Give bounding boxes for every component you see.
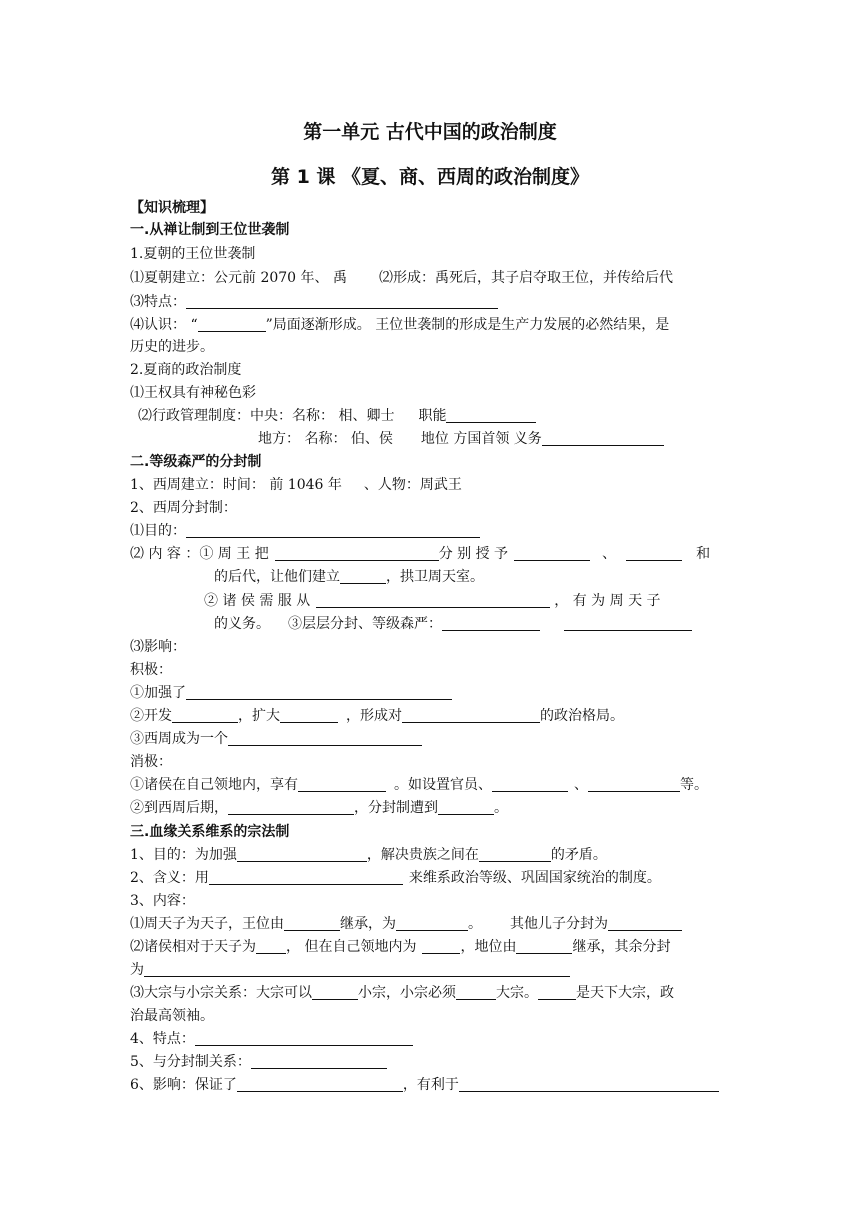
s3-l4d: 其他儿子分封为 <box>510 916 608 932</box>
s1-sub2: 2.夏商的政治制度 <box>130 362 242 378</box>
blank-meaning[interactable] <box>209 869 403 885</box>
s2-n1c: 、 <box>574 777 588 793</box>
blank-beneficial[interactable] <box>459 1076 719 1092</box>
s2-l4a: ⑵ 内 容 ：① 周 王 把 <box>130 546 269 562</box>
s1-l4: ⑴王权具有神秘色彩 <box>130 385 256 401</box>
s2-l6a: ② 诸 侯 需 服 从 <box>204 593 311 609</box>
s1-sub1: 1.夏朝的王位世袭制 <box>130 246 256 262</box>
s3-l7c: 大宗。 <box>496 985 538 1001</box>
blank-obey[interactable] <box>316 592 550 608</box>
section-tag: 【知识梳理】 <box>130 200 214 216</box>
s2-n1d: 等。 <box>680 777 708 793</box>
s1-l3b: ”局面逐渐形成。 王位世袭制的形成是生产力发展的必然结果，是 <box>265 317 670 333</box>
s1-line-5 <box>138 406 536 426</box>
s2-line-4 <box>130 544 710 564</box>
blank-establish[interactable] <box>340 568 386 584</box>
lesson-title: 第 1 课 《夏、商、西周的政治制度》 <box>270 166 590 188</box>
blank-hierarchy-2[interactable] <box>564 615 692 631</box>
s2-l3: ⑴目的： <box>130 523 186 539</box>
s3-line-4 <box>130 914 682 934</box>
s2-l1b: 、人物：周武王 <box>363 477 462 493</box>
section-3-heading: 三.血缘关系维系的宗法制 <box>130 824 290 840</box>
s2-line-n1 <box>130 775 708 795</box>
s3-l6a: 为 <box>130 962 144 978</box>
s2-line-p1 <box>130 683 452 703</box>
blank-hierarchy-1[interactable] <box>442 615 540 631</box>
s2-n2a: ②到西周后期， <box>130 800 228 816</box>
s2-n2b: ，分封制遭到 <box>354 800 438 816</box>
s2-l2: 2、西周分封制： <box>130 500 237 516</box>
s2-line-6 <box>204 591 661 611</box>
s2-l6b: ， 有 为 周 天 子 <box>554 593 661 609</box>
s3-line-1 <box>130 845 607 865</box>
s2-line-5 <box>214 567 484 587</box>
s3-l5b: ， 但在自己领地内为 <box>286 939 417 955</box>
s1-line-6 <box>258 429 664 449</box>
s3-l8: 治最高领袖。 <box>130 1008 214 1024</box>
s3-line-6 <box>130 960 570 980</box>
blank-enjoy[interactable] <box>298 776 386 792</box>
section-2-heading: 二.等级森严的分封制 <box>130 454 262 470</box>
s2-line-1 <box>130 475 462 495</box>
s3-l4b: 继承，为 <box>340 916 396 932</box>
blank-late-zhou[interactable] <box>228 799 354 815</box>
blank-xiaozong-must[interactable] <box>456 984 496 1000</box>
s2-p2a: ②开发 <box>130 708 172 724</box>
s2-l4c: 、 <box>602 546 617 562</box>
s3-l11a: 6、影响：保证了 <box>130 1077 237 1093</box>
s2-l7a: 的义务。 <box>214 616 270 632</box>
s2-p2c: ，形成对 <box>346 708 402 724</box>
s3-line-11 <box>130 1075 719 1095</box>
s2-line-3 <box>130 521 480 541</box>
section-1-heading: 一.从禅让制到王位世袭制 <box>130 222 290 238</box>
blank-pattern[interactable] <box>402 707 540 723</box>
s1-l2: ⑶特点： <box>130 294 186 310</box>
blank-feature[interactable] <box>186 293 498 309</box>
blank-recipient-1[interactable] <box>514 545 590 561</box>
s1-l1a: ⑴夏朝建立：公元前 2070 年、 禹 <box>130 270 347 286</box>
s2-l1a: 1、西周建立：时间： 前 1046 年 <box>130 477 342 493</box>
s3-l7a: ⑶大宗与小宗关系：大宗可以 <box>130 985 312 1001</box>
s3-l10: 5、与分封制关系： <box>130 1054 251 1070</box>
blank-strengthen-2[interactable] <box>237 846 367 862</box>
s3-l3: 3、内容： <box>130 893 195 909</box>
blank-example-1[interactable] <box>492 776 568 792</box>
blank-ensured[interactable] <box>237 1076 403 1092</box>
s3-l5d: 继承，其余分封 <box>572 939 671 955</box>
s3-l2b: 来维系政治等级、巩固国家统治的制度。 <box>408 870 661 886</box>
s3-l7d: 是天下大宗，政 <box>576 985 674 1001</box>
s3-l2a: 2、含义：用 <box>130 870 209 886</box>
s3-l5a: ⑵诸侯相对于天子为 <box>130 939 256 955</box>
s3-line-10 <box>130 1052 387 1072</box>
s3-l1b: ，解决贵族之间在 <box>366 847 479 863</box>
s2-line-n2 <box>130 798 508 818</box>
s2-pos: 积极： <box>130 662 172 678</box>
s1-l6a: 地方： 名称： 伯、侯 <box>258 431 393 447</box>
blank-purpose[interactable] <box>186 522 480 538</box>
blank-recipient-2[interactable] <box>626 545 682 561</box>
s1-line-1 <box>130 268 673 288</box>
s2-p2d: 的政治格局。 <box>540 708 624 724</box>
s1-l3a: ⑷认识： “ <box>130 317 198 333</box>
s2-p2b: ，扩大 <box>238 708 280 724</box>
s2-line-7 <box>214 614 692 634</box>
s3-l9: 4、特点： <box>130 1031 195 1047</box>
unit-title: 第一单元 古代中国的政治制度 <box>303 121 557 143</box>
s2-n1b: 。如设置官员、 <box>394 777 492 793</box>
s1-line-2 <box>130 292 498 312</box>
s1-l6b: 地位 方国首领 义务 <box>420 431 542 447</box>
s2-l5a: 的后代，让他们建立 <box>214 569 340 585</box>
s3-l4c: 。 <box>468 916 482 932</box>
blank-characteristics[interactable] <box>195 1030 413 1046</box>
s3-l1c: 的矛盾。 <box>550 847 607 863</box>
blank-example-2[interactable] <box>588 776 680 792</box>
blank-others-granted[interactable] <box>144 961 570 977</box>
blank-become[interactable] <box>396 915 468 931</box>
blank-other-sons[interactable] <box>608 915 682 931</box>
blank-status[interactable] <box>516 938 572 954</box>
blank-strengthen[interactable] <box>186 684 452 700</box>
s2-l7b: ③层层分封、等级森严： <box>288 616 442 632</box>
s2-line-p3 <box>130 729 422 749</box>
s3-line-5 <box>130 937 670 957</box>
s3-line-9 <box>130 1029 413 1049</box>
s2-l4d: 和 <box>696 546 711 562</box>
blank-dazong-can[interactable] <box>312 984 358 1000</box>
s1-l3c: 历史的进步。 <box>130 339 214 355</box>
s3-l4a: ⑴周天子为天子，王位由 <box>130 916 284 932</box>
s1-line-3 <box>130 315 669 335</box>
blank-central-function[interactable] <box>446 407 536 423</box>
s1-l5b: 职能 <box>418 408 447 424</box>
blank-develop[interactable] <box>172 707 238 723</box>
blank-grant-object[interactable] <box>275 545 439 561</box>
s2-l8: ⑶影响： <box>130 639 186 655</box>
blank-became[interactable] <box>228 730 422 746</box>
blank-local-duty[interactable] <box>542 430 664 446</box>
s2-line-p2 <box>130 706 624 726</box>
s2-l5b: ，拱卫周天室。 <box>386 569 484 585</box>
s2-p1: ①加强了 <box>130 685 186 701</box>
s2-l4b: 分 别 授 予 <box>438 546 509 562</box>
s2-p3: ③西周成为一个 <box>130 731 228 747</box>
blank-inherit-by[interactable] <box>284 915 340 931</box>
s3-line-7 <box>130 983 674 1003</box>
blank-conflict[interactable] <box>479 846 551 862</box>
blank-relative-tianzi[interactable] <box>256 938 286 954</box>
s3-l11b: ，有利于 <box>402 1077 459 1093</box>
s2-neg: 消极： <box>130 754 172 770</box>
blank-great-lineage[interactable] <box>538 984 576 1000</box>
s3-l1a: 1、目的：为加强 <box>130 847 237 863</box>
s2-n1a: ①诸侯在自己领地内，享有 <box>130 777 298 793</box>
s3-line-2 <box>130 868 661 888</box>
blank-suffer[interactable] <box>438 799 494 815</box>
s3-l7b: 小宗，小宗必须 <box>358 985 456 1001</box>
blank-expand[interactable] <box>280 707 338 723</box>
s1-l1b: ⑵形成：禹死后，其子启夺取王位，并传给后代 <box>378 270 673 286</box>
blank-relation[interactable] <box>251 1053 387 1069</box>
s3-l5c: ，地位由 <box>460 939 517 955</box>
blank-recognition[interactable] <box>198 316 266 332</box>
s1-l5a: ⑵行政管理制度：中央：名称： 相、卿士 <box>138 408 395 424</box>
s2-n2c: 。 <box>494 800 508 816</box>
blank-in-domain[interactable] <box>422 938 460 954</box>
